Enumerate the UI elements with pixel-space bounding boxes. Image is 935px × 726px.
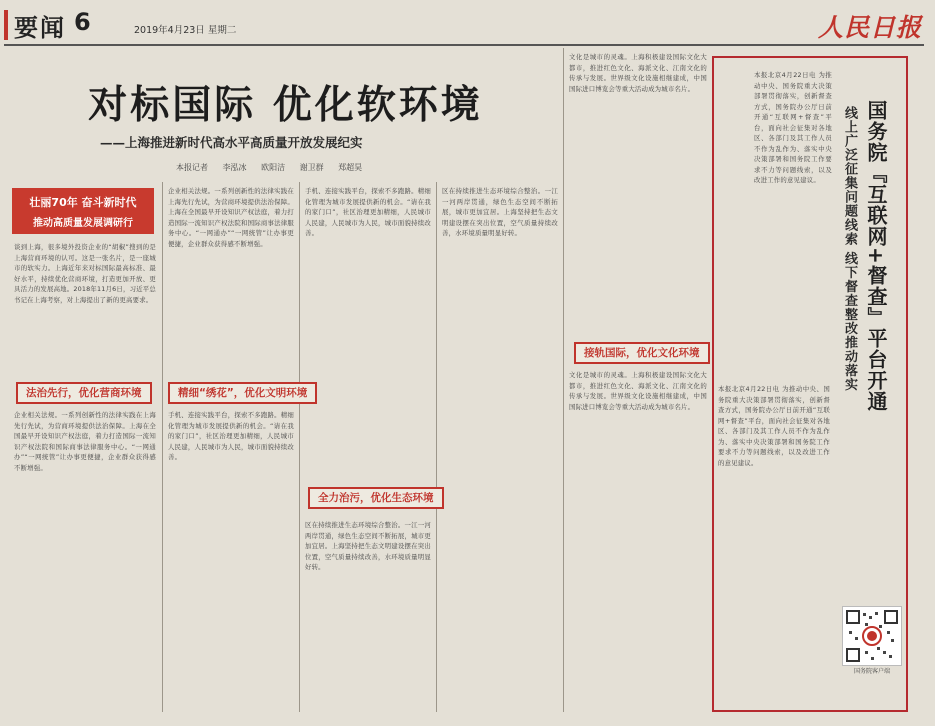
section-head-culture: 接轨国际，优化文化环境 — [574, 342, 710, 364]
banner-line-2: 推动高质量发展调研行 — [33, 218, 133, 229]
masthead-logo: 人民日报 — [818, 13, 923, 42]
page-number: 6 — [74, 8, 91, 36]
main-subtitle: ——上海推进新时代高水平高质量开放发展纪实 — [100, 135, 363, 150]
qr-label: 国务院客户端 — [853, 668, 890, 675]
article-text: 手机、连接实践平台，探索不多跑路。精细化管理为城市发展提供新的机会。“请在我的家门口”，社区治理更加精细，人民城市人民建，人民城市为人民，城市面貌持续改善。 — [168, 411, 294, 461]
byline-author: 谢卫群 — [299, 163, 324, 172]
side-article-subhead: 线上广泛征集问题线索 线下督查整改推动落实 — [842, 106, 857, 392]
article-text: 文化是城市的灵魂。上海积极建设国际文化大都市，推进红色文化、海派文化、江南文化的传承与发展。世界级文化设施相继建成，中国国际进口博览会等重大活动成为城市名片。 — [569, 371, 707, 411]
header-left-mark — [4, 10, 8, 40]
article-text: 谈到上海，很多境外投资企业的“胡椒”搜到的是上海营商环境的认可。这是一张名片，是一座城市的软实力。上海近年来对标国际最高标准、最好水平，持续优化营商环境，打造更加开放、更具活力的发展高地。2018年11月6日，习近平总书记在上海考察，对上海提出了新的更高要求。 — [14, 243, 156, 304]
side-article-text: 本报北京4月22日电 为推动中央、国务院重大决策部署贯彻落实，创新督查方式，国务院办公厅日前开通“互联网+督查”平台，面向社会征集对各地区、各部门及其工作人员不作为乱作为、落实中央决策部署和国务院工作要求不力等问题线索，以及改进工作的意见建议。 — [718, 385, 830, 467]
article-text: 文化是城市的灵魂。上海积极建设国际文化大都市，推进红色文化、海派文化、江南文化的传承与发展。世界级文化设施相继建成，中国国际进口博览会等重大活动成为城市名片。 — [569, 53, 707, 93]
byline — [176, 162, 476, 173]
byline-author: 李泓冰 — [222, 163, 247, 172]
section-head-rule-of-law: 法治先行，优化营商环境 — [16, 382, 152, 404]
issue-date: 2019年4月23日 星期二 — [134, 25, 237, 36]
header-rule — [4, 44, 924, 46]
section-head-ecology: 全力治污，优化生态环境 — [308, 487, 444, 509]
column-rule — [299, 182, 300, 712]
section-head-civility: 精细“绣花”，优化文明环境 — [168, 382, 317, 404]
side-article-text: 本报北京4月22日电 为推动中央、国务院重大决策部署贯彻落实，创新督查方式，国务院办公厅日前开通“互联网+督查”平台，面向社会征集对各地区、各部门及其工作人员不作为乱作为、落实中央决策部署和国务院工作要求不力等问题线索，以及改进工作的意见建议。 — [754, 71, 832, 184]
article-text: 区在持续推进生态环境综合整治。一江一河两岸贯通，绿色生态空间不断拓展，城市更加宜居。上海坚持把生态文明建设摆在突出位置，空气质量持续改善，水环境质量明显好转。 — [442, 187, 558, 237]
column-rule — [162, 182, 163, 712]
column-rule — [436, 182, 437, 712]
qr-code[interactable] — [842, 606, 902, 666]
feature-banner — [12, 188, 154, 234]
page-header — [0, 0, 935, 44]
byline-author: 郑超昊 — [338, 163, 363, 172]
main-headline: 对标国际 优化软环境 — [88, 82, 483, 128]
article-text: 企业相关法规。一系列创新性的法律实践在上海先行先试，为营商环境提供法治保障。上海在全国最早开设知识产权法庭，着力打造国际一流知识产权法院和国际商事法律服务中心。“一网通办”“一网统管”让办事更便捷，企业群众获得感不断增强。 — [14, 411, 156, 472]
column-rule — [563, 48, 564, 712]
article-text: 区在持续推进生态环境综合整治。一江一河两岸贯通，绿色生态空间不断拓展，城市更加宜居。上海坚持把生态文明建设摆在突出位置，空气质量持续改善，水环境质量明显好转。 — [305, 521, 431, 571]
banner-line-1: 壮丽70年 奋斗新时代 — [29, 196, 137, 209]
byline-author: 欧阳洁 — [261, 163, 286, 172]
section-name: 要闻 — [14, 14, 66, 42]
byline-label: 本报记者 — [176, 163, 208, 172]
article-text: 企业相关法规。一系列创新性的法律实践在上海先行先试，为营商环境提供法治保障。上海在全国最早开设知识产权法庭，着力打造国际一流知识产权法院和国际商事法律服务中心。“一网通办”“一网统管”让办事更便捷，企业群众获得感不断增强。 — [168, 187, 294, 248]
qr-code-pattern — [843, 607, 901, 665]
side-article-headline: 国务院『互联网+督查』平台开通 — [864, 100, 888, 412]
article-text: 手机、连接实践平台，探索不多跑路。精细化管理为城市发展提供新的机会。“请在我的家门口”，社区治理更加精细，人民城市人民建，人民城市为人民，城市面貌持续改善。 — [305, 187, 431, 237]
